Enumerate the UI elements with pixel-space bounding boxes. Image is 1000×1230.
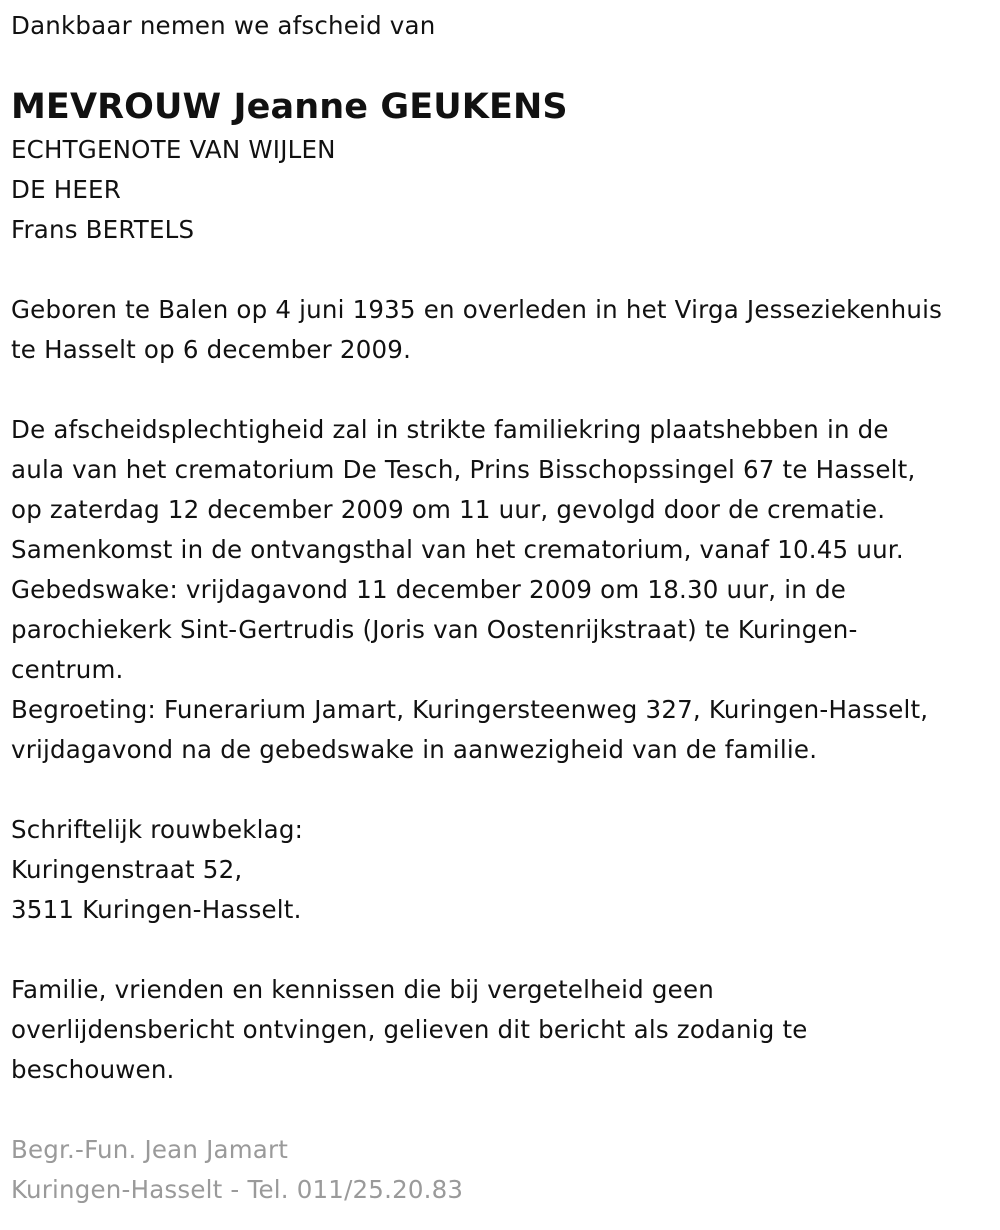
- funeral-home-name: Begr.-Fun. Jean Jamart: [11, 1135, 289, 1164]
- obituary-notice: [11, 0, 996, 1210]
- condolence-address: Kuringenstraat 52,: [11, 855, 243, 884]
- ceremony-line: Samenkomst in de ontvangsthal van het crematorium, vanaf 10.45 uur.: [11, 535, 904, 564]
- ceremony-line: parochiekerk Sint-Gertrudis (Joris van Oostenrijkstraat) te Kuringen-: [11, 615, 858, 644]
- spacer: [11, 250, 996, 290]
- condolence-heading: Schriftelijk rouwbeklag:: [11, 815, 304, 844]
- birth-death-line: te Hasselt op 6 december 2009.: [11, 335, 412, 364]
- intro-text: Dankbaar nemen we afscheid van: [11, 11, 436, 40]
- ceremony-line: Begroeting: Funerarium Jamart, Kuringersteenweg 327, Kuringen-Hasselt,: [11, 695, 929, 724]
- spacer: [11, 1090, 996, 1130]
- spacer: [11, 370, 996, 410]
- relation-line: DE HEER: [11, 175, 121, 204]
- relation-line: ECHTGENOTE VAN WIJLEN: [11, 135, 336, 164]
- ceremony-line: centrum.: [11, 655, 124, 684]
- ceremony-line: De afscheidsplechtigheid zal in strikte familiekring plaatshebben in de: [11, 415, 889, 444]
- ceremony-line: op zaterdag 12 december 2009 om 11 uur, gevolgd door de crematie.: [11, 495, 886, 524]
- spacer: [11, 930, 996, 970]
- ceremony-line: Gebedswake: vrijdagavond 11 december 2009 om 18.30 uur, in de: [11, 575, 846, 604]
- deceased-name: MEVROUW Jeanne GEUKENS: [11, 87, 568, 127]
- notice-line: beschouwen.: [11, 1055, 175, 1084]
- condolence-address: 3511 Kuringen-Hasselt.: [11, 895, 302, 924]
- ceremony-line: aula van het crematorium De Tesch, Prins Bisschopssingel 67 te Hasselt,: [11, 455, 916, 484]
- spacer: [11, 770, 996, 810]
- notice-line: overlijdensbericht ontvingen, gelieven dit bericht als zodanig te: [11, 1015, 808, 1044]
- funeral-home-contact: Kuringen-Hasselt - Tel. 011/25.20.83: [11, 1175, 464, 1204]
- ceremony-line: vrijdagavond na de gebedswake in aanwezigheid van de familie.: [11, 735, 818, 764]
- notice-line: Familie, vrienden en kennissen die bij vergetelheid geen: [11, 975, 714, 1004]
- birth-death-line: Geboren te Balen op 4 juni 1935 en overleden in het Virga Jesseziekenhuis: [11, 295, 943, 324]
- spouse-name: Frans BERTELS: [11, 215, 195, 244]
